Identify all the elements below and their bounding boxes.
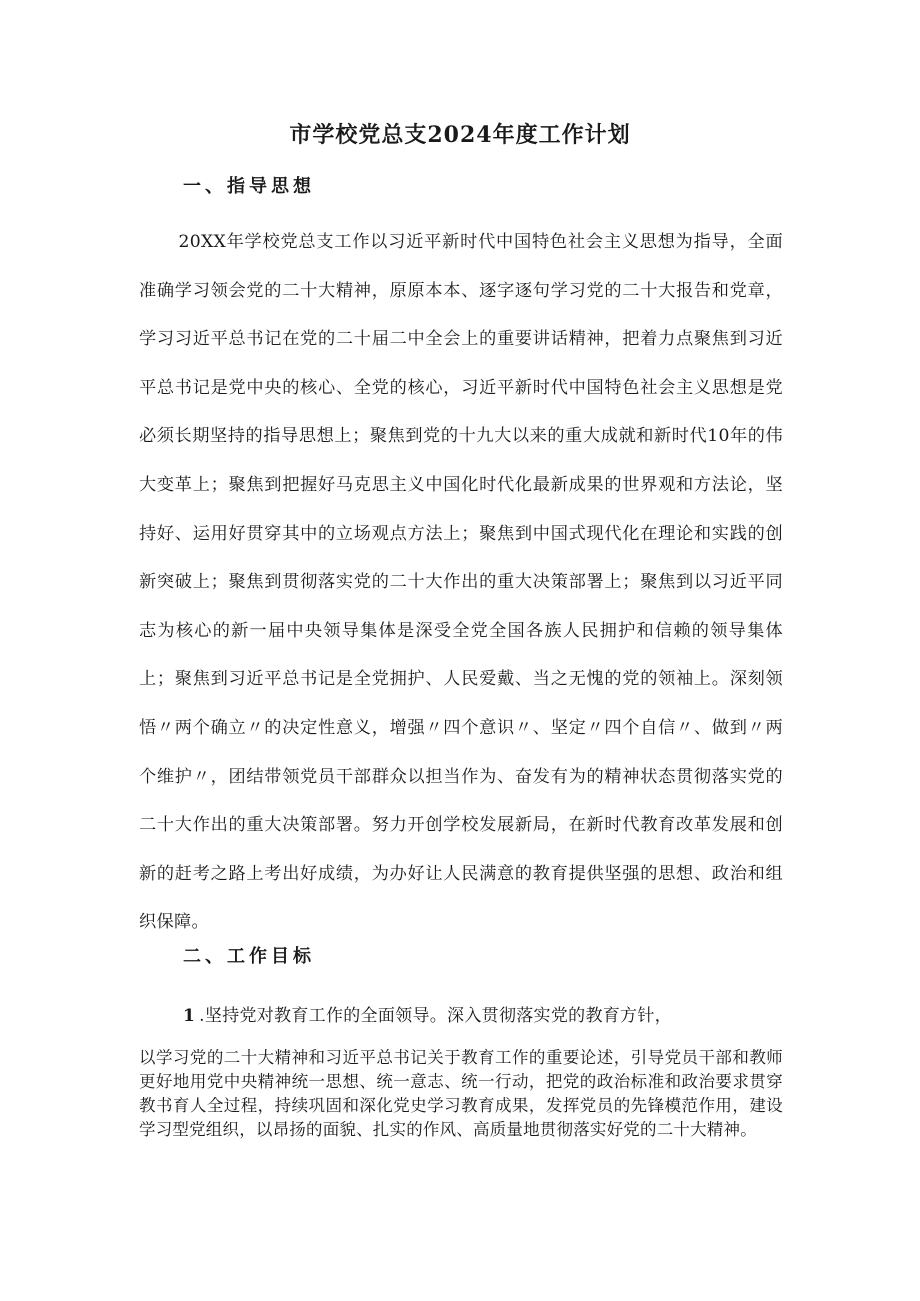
- work-goal-item-1: [183, 1001, 672, 1026]
- section-heading-guiding-thought: 一、指导思想: [183, 176, 315, 197]
- section-heading-work-goals: 二、工作目标: [183, 946, 315, 967]
- guiding-thought-paragraph: 20XX年学校党总支工作以习近平新时代中国特色社会主义思想为指导，全面准确学习领会党的二十大精神，原原本本、逐字逐句学习党的二十大报告和党章，学习习近平总书记在党的二十届二中全会上的重要讲话精神，把着力点聚焦到习近平总书记是党中央的核心、全党的核心，习近平新时代中国特色社会主义思想是党必须长期坚持的指导思想上；聚焦到党的十九大以来的重大成就和新时代10年的伟大变革上；聚焦到把握好马克思主义中国化时代化最新成果的世界观和方法论，坚持好、运用好贯穿其中的立场观点方法上；聚焦到中国式现代化在理论和实践的创新突破上；聚焦到贯彻落实党的二十大作出的重大决策部署上；聚焦到以习近平同志为核心的新一届中央领导集体是深受全党全国各族人民拥护和信赖的领导集体上；聚焦到习近平总书记是全党拥护、人民爱戴、当之无愧的党的领袖上。深刻领悟〃两个确立〃的决定性意义，增强〃四个意识〃、坚定〃四个自信〃、做到〃两个维护〃，团结带领党员干部群众以担当作为、奋发有为的精神状态贯彻落实党的二十大作出的重大决策部署。努力开创学校发展新局，在新时代教育改革发展和创新的赶考之路上考出好成绩，为办好让人民满意的教育提供坚强的思想、政治和组织保障。: [139, 232, 783, 933]
- work-goal-item-number: 1: [183, 1006, 196, 1026]
- work-goal-item-first-line: .坚持党对教育工作的全面领导。深入贯彻落实党的教育方针，: [199, 1006, 672, 1026]
- document-title: 市学校党总支2024年度工作计划: [289, 122, 631, 148]
- work-goal-item-continuation: 以学习党的二十大精神和习近平总书记关于教育工作的重要论述，引导党员干部和教师更好地用党中央精神统一思想、统一意志、统一行动，把党的政治标准和政治要求贯穿教书育人全过程，持续巩固和深化党史学习教育成果，发挥党员的先锋模范作用，建设学习型党组织，以昂扬的面貌、扎实的作风、高质量地贯彻落实好党的二十大精神。: [139, 1048, 783, 1139]
